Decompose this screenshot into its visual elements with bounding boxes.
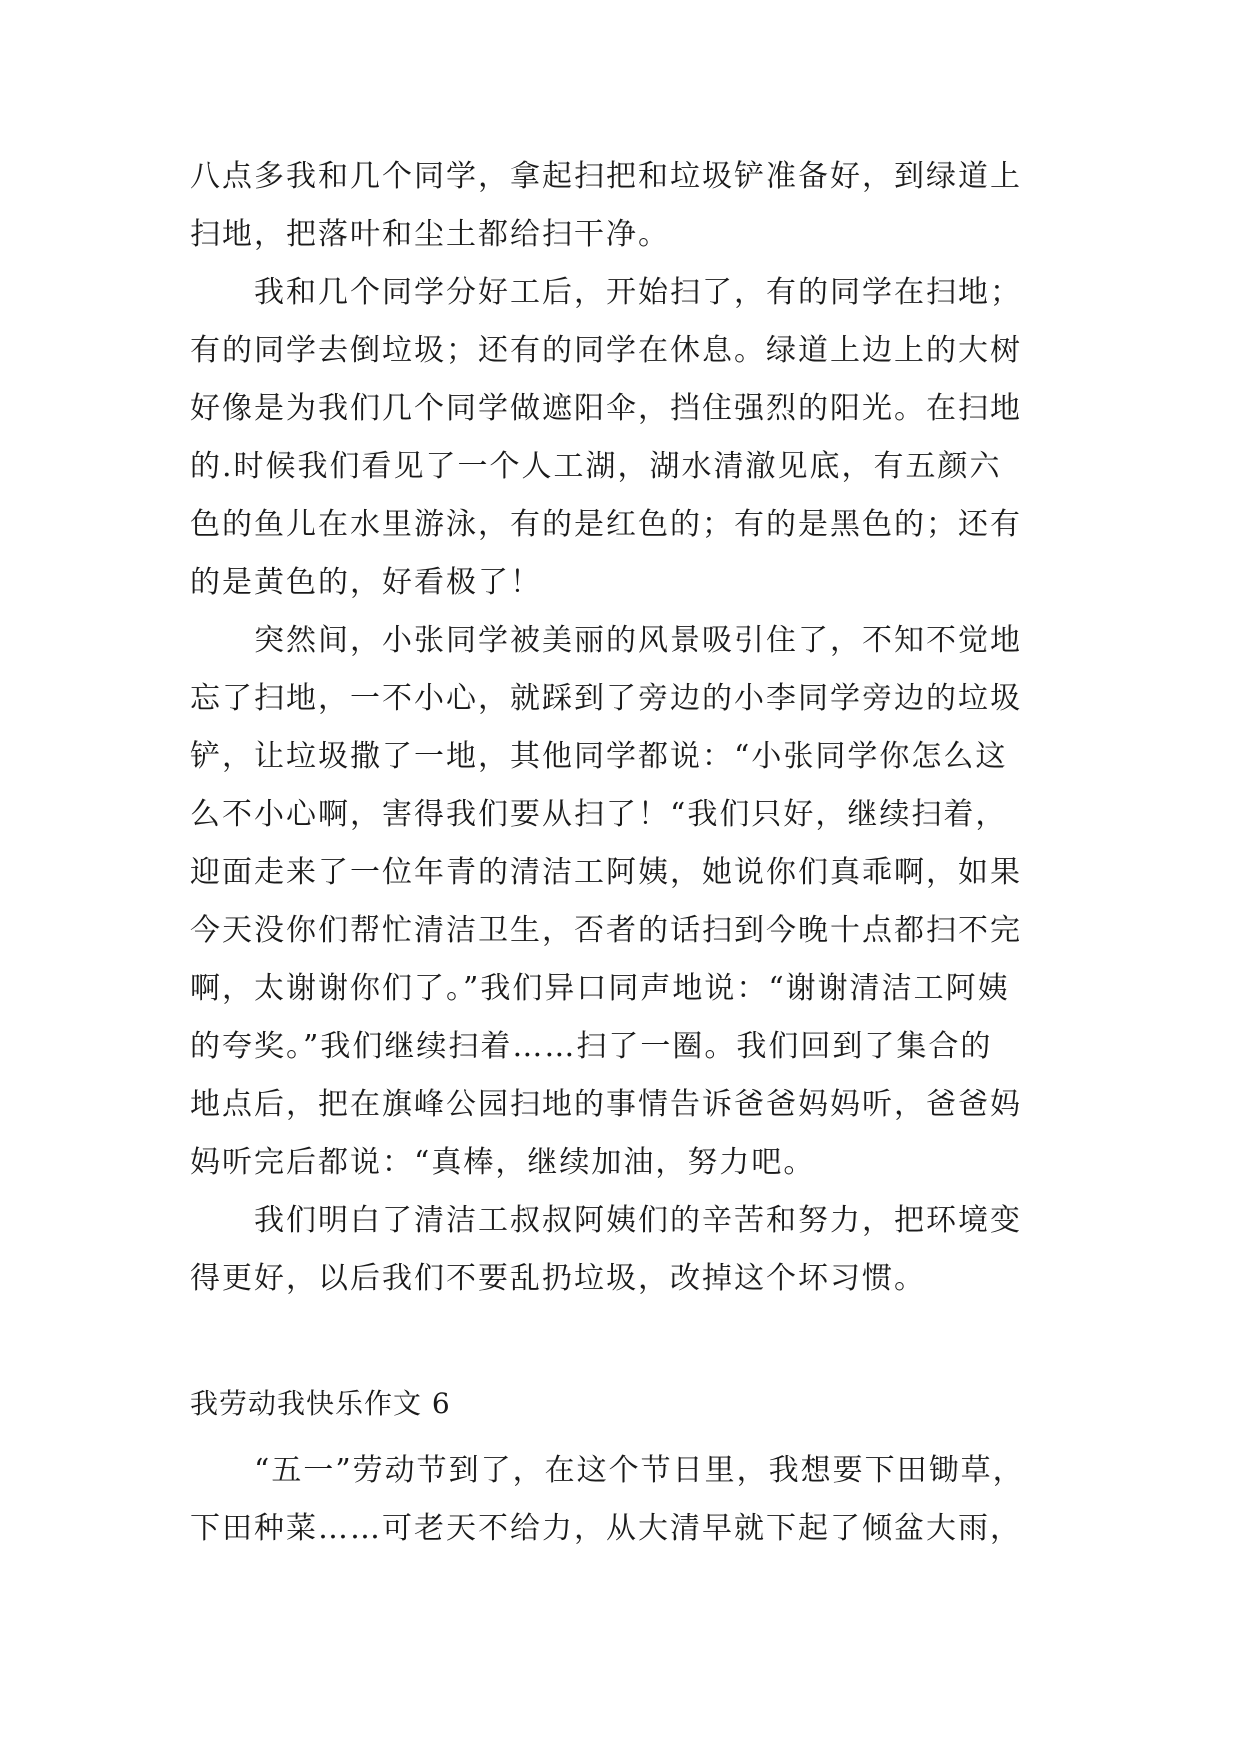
text-line: 妈听完后都说：“真棒，继续加油，努力吧。	[190, 1145, 816, 1180]
text-line: 我们明白了清洁工叔叔阿姨们的辛苦和努力，把环境变	[254, 1203, 1022, 1238]
text-line: 的夸奖。”我们继续扫着……扫了一圈。我们回到了集合的	[190, 1029, 993, 1064]
paragraph-2	[190, 264, 1056, 612]
paragraph-4	[190, 1192, 1056, 1308]
text-line: 的是黄色的，好看极了！	[190, 565, 542, 600]
paragraph-3	[190, 612, 1056, 1192]
text-line: 扫地，把落叶和尘土都给扫干净。	[190, 217, 670, 252]
text-line: 我和几个同学分好工后，开始扫了，有的同学在扫地；	[254, 275, 1022, 310]
text-line: 铲，让垃圾撒了一地，其他同学都说：“小张同学你怎么这	[190, 739, 1008, 774]
text-line: 下田种菜……可老天不给力，从大清早就下起了倾盆大雨，	[190, 1511, 1022, 1546]
text-line: 啊，太谢谢你们了。”我们异口同声地说：“谢谢清洁工阿姨	[190, 971, 1010, 1006]
paragraph-1	[190, 148, 1056, 264]
text-line: 好像是为我们几个同学做遮阳伞，挡住强烈的阳光。在扫地	[190, 391, 1022, 426]
text-line: 么不小心啊，害得我们要从扫了！“我们只好，继续扫着，	[190, 797, 1008, 832]
text-line: 有的同学去倒垃圾；还有的同学在休息。绿道上边上的大树	[190, 333, 1022, 368]
text-line: 八点多我和几个同学，拿起扫把和垃圾铲准备好，到绿道上	[190, 159, 1022, 194]
text-line: 今天没你们帮忙清洁卫生，否者的话扫到今晚十点都扫不完	[190, 913, 1022, 948]
text-line: 色的鱼儿在水里游泳，有的是红色的；有的是黑色的；还有	[190, 507, 1022, 542]
text-line: 地点后，把在旗峰公园扫地的事情告诉爸爸妈妈听，爸爸妈	[190, 1087, 1022, 1122]
text-line: 忘了扫地，一不小心，就踩到了旁边的小李同学旁边的垃圾	[190, 681, 1022, 716]
text-line: 突然间，小张同学被美丽的风景吸引住了，不知不觉地	[254, 623, 1022, 658]
text-line: 得更好，以后我们不要乱扔垃圾，改掉这个坏习惯。	[190, 1261, 926, 1296]
text-line: 的.时候我们看见了一个人工湖，湖水清澈见底，有五颜六	[190, 449, 1002, 484]
paragraph-5	[190, 1442, 1056, 1558]
text-line: “五一”劳动节到了，在这个节日里，我想要下田锄草，	[254, 1453, 1025, 1488]
essay-heading: 我劳动我快乐作文 6	[190, 1387, 451, 1420]
text-line: 迎面走来了一位年青的清洁工阿姨，她说你们真乖啊，如果	[190, 855, 1022, 890]
